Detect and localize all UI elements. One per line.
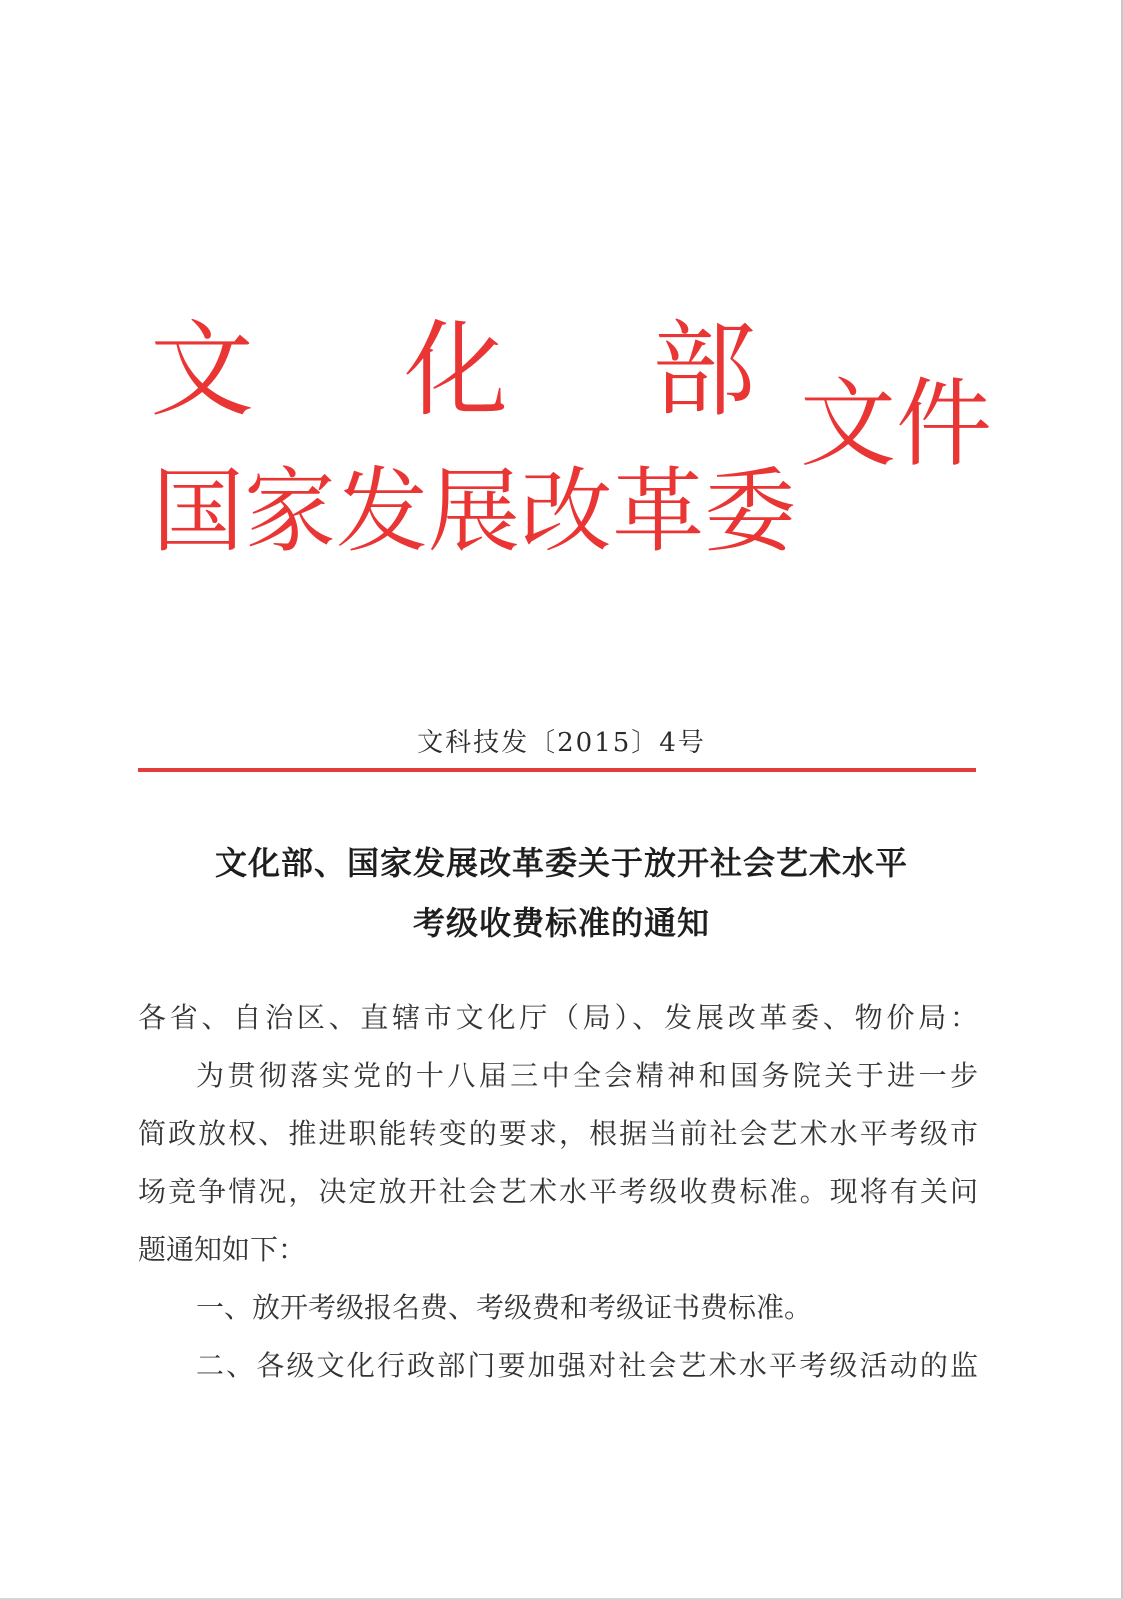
document-title-line-2: 考级收费标准的通知: [412, 904, 710, 942]
masthead-commission-row: [152, 452, 797, 572]
item-1-line: 一、放开考级报名费、考级费和考级证书费标准。: [196, 1291, 813, 1324]
document-number: 文科技发〔2015〕4号: [417, 728, 706, 758]
masthead-commission-char-2: 家: [244, 458, 337, 565]
masthead-file-label: 文件: [800, 368, 992, 480]
masthead-ministry-char-1: 文: [150, 309, 255, 431]
item-2-line-1: 二、各级文化行政部门要加强对社会艺术水平考级活动的监: [196, 1349, 978, 1382]
masthead-commission-char-6: 革: [612, 458, 705, 565]
document-title-line-1: 文化部、国家发展改革委关于放开社会艺术水平: [214, 844, 908, 882]
masthead-commission-char-4: 展: [428, 458, 521, 565]
masthead-commission-char-5: 改: [520, 458, 613, 565]
masthead-ministry-char-3: 部: [652, 309, 757, 431]
masthead-commission-char-7: 委: [704, 458, 797, 565]
paragraph-1-line-3: 场竞争情况，决定放开社会艺术水平考级收费标准。现将有关问: [138, 1175, 978, 1208]
masthead-ministry-char-2: 化: [404, 309, 509, 431]
paragraph-1-line-4: 题通知如下：: [138, 1233, 307, 1266]
paragraph-1-line-2: 简政放权、推进职能转变的要求，根据当前社会艺术水平考级市: [138, 1117, 978, 1150]
paragraph-1-line-1: 为贯彻落实党的十八届三中全会精神和国务院关于进一步: [196, 1059, 978, 1092]
red-separator-rule: [138, 768, 976, 772]
masthead-commission-char-1: 国: [152, 458, 245, 565]
addressee-line: 各省、自治区、直辖市文化厅（局）、发展改革委、物价局：: [138, 1001, 978, 1034]
masthead-commission-char-3: 发: [336, 458, 429, 565]
